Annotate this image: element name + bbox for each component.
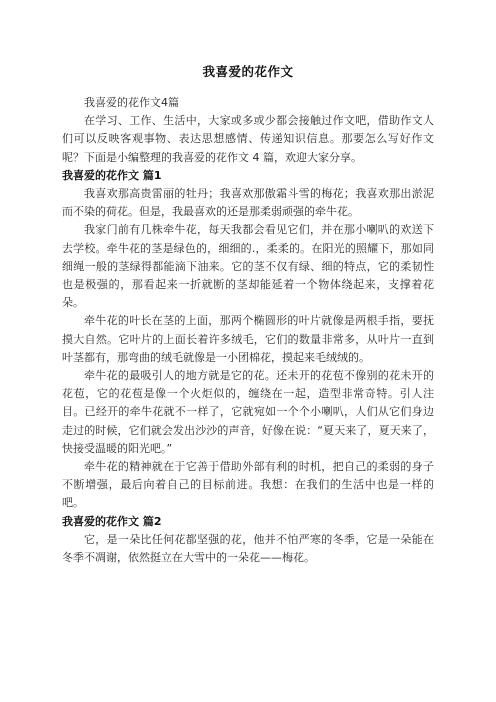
section2-paragraph-1: 它，是一朵比任何花都坚强的花，他并不怕严寒的冬季，它是一朵能在冬季不凋谢，依然挺立在大雪中的一朵花——梅花。 (62, 532, 434, 565)
section1-paragraph-1: 我喜欢那高贵雷丽的牡丹；我喜欢那傲霜斗雪的梅花；我喜欢那出淤泥而不染的荷花。但是，我最喜欢的还是那柔弱顽强的牵牛花。 (62, 187, 434, 219)
intro-paragraph: 在学习、工作、生活中，大家或多或少都会接触过作文吧，借助作文人们可以反映客观事物、表达思想感情、传递知识信息。那要怎么写好作文呢？下面是小编整理的我喜爱的花作文 4 篇，欢迎大家分享。 (62, 114, 434, 164)
section1-paragraph-3: 牵牛花的叶长在茎的上面，那两个椭圆形的叶片就像是两根手指，要抚摸大自然。它叶片的上面长着许多绒毛，它们的数量非常多，从叶片一直到叶茎都有，那弯曲的绒毛就像是一小团棉花，摸起来毛绒绒的。 (62, 314, 434, 364)
section1-paragraph-4: 牵牛花的最吸引人的地方就是它的花。还未开的花苞不像别的花未开的花苞，它的花苞是像一个火炬似的，缠绕在一起，造型非常奇特。引人注目。已经开的牵牛花就不一样了，它就宛如一个个小喇叭，人们从它们身边走过的时候，它们就会发出沙沙的声音，好像在说：“夏天来了，夏天来了，快接受温暖的阳光吧。” (62, 369, 434, 455)
intro-subtitle: 我喜爱的花作文4篇 (84, 96, 179, 109)
section-heading-2: 我喜爱的花作文 篇2 (62, 514, 162, 528)
section1-paragraph-5: 牵牛花的精神就在于它善于借助外部有利的时机，把自己的柔弱的身子不断增强，最后向着自己的目标前进。我想：在我们的生活中也是一样的吧。 (62, 460, 434, 510)
article-body (62, 94, 434, 567)
page-title: 我喜爱的花作文 (202, 64, 294, 79)
section1-paragraph-2: 我家门前有几株牵牛花，每天我都会看见它们，并在那小喇叭的欢送下去学校。牵牛花的茎是绿色的，细细的.，柔柔的。在阳光的照耀下，那如同细绳一般的茎绿得都能滴下油来。它的茎不仅有绿、细的特点，它的柔韧性也是极强的，那看起来一折就断的茎却能延着一个物体绕起来，支撑着花朵。 (62, 223, 434, 310)
section-heading-1: 我喜爱的花作文 篇1 (62, 168, 162, 182)
